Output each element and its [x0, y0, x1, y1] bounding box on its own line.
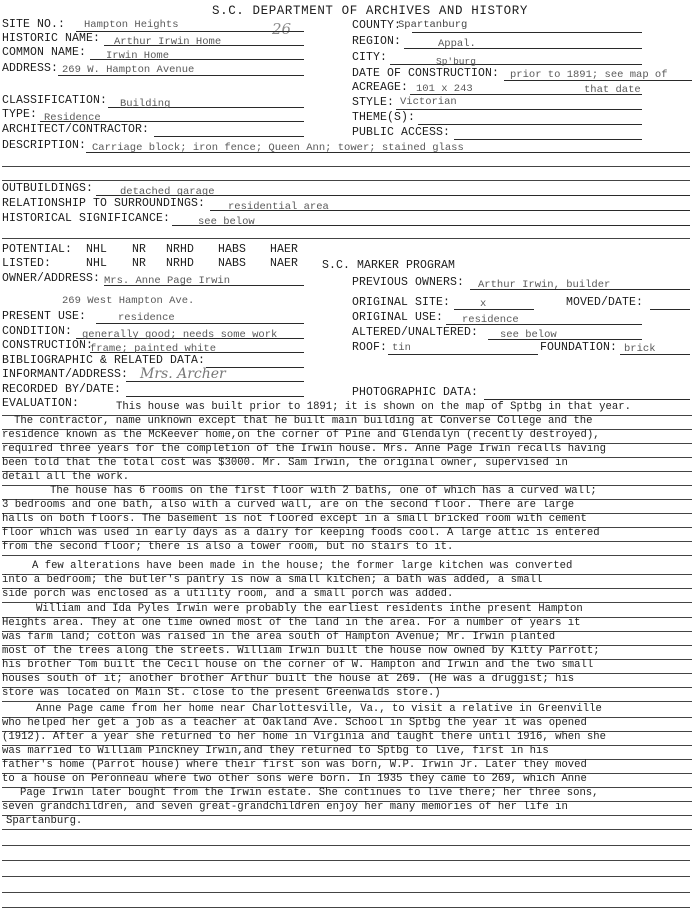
empty-rule [2, 907, 690, 908]
common-name-label: COMMON NAME: [2, 46, 87, 59]
public-access-label: PUBLIC ACCESS: [352, 126, 451, 139]
type-value: Residence [44, 112, 101, 124]
evaluation-line: residence known as the McKeever home,on the corner of Pine and Glendalyn (recently destroyed), [2, 429, 692, 444]
region-label: REGION: [352, 35, 402, 48]
present-use-value: residence [118, 312, 175, 324]
acreage-value: 101 x 243 [416, 83, 473, 95]
owner-address-label: OWNER/ADDRESS: [2, 272, 101, 285]
evaluation-line: been told that the total cost was $3000. Mr. Sam Irwin, the original owner, supervised in [2, 457, 692, 472]
evaluation-line: 3 bedrooms and one bath, also with a curved wall, are on the second floor. There are large [2, 499, 692, 514]
architect-label: ARCHITECT/CONTRACTOR: [2, 123, 150, 136]
present-use-label: PRESENT USE: [2, 310, 87, 323]
classification-label: CLASSIFICATION: [2, 94, 108, 107]
construction-value: frame; painted white [90, 343, 217, 355]
style-value: Victorian [400, 96, 457, 108]
classification-value: Building [120, 98, 171, 110]
listed-nrhd: NRHD [166, 257, 195, 270]
potential-label: POTENTIAL: [2, 243, 73, 256]
potential-haer: HAER [270, 243, 299, 256]
historical-significance-label: HISTORICAL SIGNIFICANCE: [2, 212, 171, 225]
address-value: 269 W. Hampton Avenue [62, 64, 195, 76]
type-label: TYPE: [2, 108, 38, 121]
evaluation-line: detail all the work. [2, 471, 692, 486]
owner-address-value-2: 269 West Hampton Ave. [62, 295, 195, 307]
empty-rule [2, 860, 690, 861]
evaluation-line: was married to William Pinckney Irwin,and they returned to Sptbg to live, first in his [2, 745, 692, 760]
date-of-construction-value: prior to 1891; see map of [510, 69, 668, 81]
style-label: STYLE: [352, 96, 395, 109]
evaluation-line: store was located on Main St. close to the present Greenwalds store.) [2, 687, 692, 702]
listed-nhl: NHL [86, 257, 108, 270]
site-no-value: Hampton Heights [84, 19, 179, 31]
relationship-label: RELATIONSHIP TO SURROUNDINGS: [2, 197, 206, 210]
recorded-by-label: RECORDED BY/DATE: [2, 383, 122, 396]
historic-name-value: Arthur Irwin Home [114, 36, 222, 48]
description-value: Carriage block; iron fence; Queen Ann; tower; stained glass [92, 142, 464, 154]
construction-label: CONSTRUCTION: [2, 339, 94, 352]
evaluation-line: father's home (Parrot house) where their first son was born, W.P. Irwin Jr. Later they moved [2, 759, 692, 774]
empty-rule [2, 876, 690, 877]
evaluation-line: Heights area. They at one time owned most of the land in the area. For a number of years it [2, 617, 692, 632]
historic-name-label: HISTORIC NAME: [2, 32, 101, 45]
condition-label: CONDITION: [2, 325, 73, 338]
evaluation-line: William and Ida Pyles Irwin were probably the earliest residents inthe present Hampton [2, 603, 692, 618]
previous-owners-label: PREVIOUS OWNERS: [352, 276, 465, 289]
previous-owners-value: Arthur Irwin, builder [478, 279, 611, 291]
potential-nrhd: NRHD [166, 243, 195, 256]
evaluation-line: most of the trees along the streets. William Irwin built the house now owned by Kitty Parrott; [2, 645, 692, 660]
marker-program-label: S.C. MARKER PROGRAM [322, 259, 456, 272]
evaluation-line: A few alterations have been made in the house; the former large kitchen was converted [2, 560, 692, 575]
evaluation-line: who helped her get a job as a teacher at Oakland Ave. School in Sptbg the year it was opened [2, 717, 692, 732]
evaluation-line: from the second floor; there is also a tower room, but no stairs to it. [2, 541, 692, 556]
photographic-label: PHOTOGRAPHIC DATA: [352, 386, 479, 399]
foundation-label: FOUNDATION: [540, 341, 618, 354]
altered-value: see below [500, 329, 557, 341]
empty-rule [2, 845, 690, 846]
evaluation-line: Page Irwin later bought from the Irwin estate. She continues to live there; her three sons, [2, 787, 692, 802]
description-label: DESCRIPTION: [2, 139, 87, 152]
evaluation-line: into a bedroom; the butler's pantry is now a small kitchen; a bath was added, a small [2, 574, 692, 589]
outbuildings-label: OUTBUILDINGS: [2, 182, 94, 195]
evaluation-line: Anne Page came from her home near Charlottesville, Va., to visit a relative in Greenville [2, 703, 692, 718]
bibliographic-label: BIBLIOGRAPHIC & RELATED DATA: [2, 354, 206, 367]
county-label: COUNTY: [352, 19, 402, 32]
region-value: Appal. [438, 38, 476, 50]
original-use-value: residence [462, 314, 519, 326]
potential-nr: NR [132, 243, 147, 256]
relationship-value: residential area [228, 201, 329, 213]
empty-rule [2, 892, 690, 893]
potential-habs: HABS [218, 243, 247, 256]
acreage-label: ACREAGE: [352, 81, 409, 94]
listed-nabs: NABS [218, 257, 247, 270]
original-site-value: x [480, 298, 487, 310]
moved-date-label: MOVED/DATE: [566, 296, 644, 309]
original-use-label: ORIGINAL USE: [352, 311, 444, 324]
site-no-label: SITE NO.: [2, 18, 66, 31]
evaluation-line: his brother Tom built the Cecil house on the corner of W. Hampton and Irwin and the two small [2, 659, 692, 674]
common-name-value: Irwin Home [106, 50, 170, 62]
city-label: CITY: [352, 51, 388, 64]
evaluation-line: houses south of it; another brother Arthur built the house at 269. (He was a druggist; his [2, 673, 692, 688]
outbuildings-value: detached garage [120, 186, 215, 198]
form-title: S.C. DEPARTMENT OF ARCHIVES AND HISTORY [212, 4, 528, 18]
evaluation-line: was farm land; cotton was raised in the area south of Hampton Avenue; Mr. Irwin planted [2, 631, 692, 646]
historical-significance-value: see below [198, 216, 255, 228]
evaluation-line: Spartanburg. [2, 815, 692, 830]
evaluation-line: floor which was used in early days as a dairy for keeping foods cool. A large attic is entered [2, 527, 692, 542]
evaluation-line: The house has 6 rooms on the first floor with 2 baths, one of which has a curved wall; [2, 485, 692, 500]
listed-naer: NAER [270, 257, 299, 270]
date-of-construction-value-2: that date [584, 84, 641, 96]
evaluation-label: EVALUATION: [2, 397, 80, 410]
evaluation-line: halls on both floors. The basement is not floored except in a small bricked room with cement [2, 513, 692, 528]
handwritten-site-number: 26 [272, 20, 292, 38]
altered-label: ALTERED/UNALTERED: [352, 326, 479, 339]
informant-value: Mrs. Archer [140, 366, 226, 382]
date-of-construction-label: DATE OF CONSTRUCTION: [352, 67, 500, 80]
evaluation-line: required three years for the completion of the Irwin house. Mrs. Anne Page Irwin recalls having [2, 443, 692, 458]
condition-value: generally good; needs some work [82, 329, 278, 341]
address-label: ADDRESS: [2, 62, 59, 75]
informant-label: INFORMANT/ADDRESS: [2, 368, 129, 381]
county-value: Spartanburg [398, 19, 468, 31]
evaluation-line: seven grandchildren, and seven great-grandchildren enjoy her many memories of her life in [2, 801, 692, 816]
listed-label: LISTED: [2, 257, 52, 270]
themes-label: THEME(S): [352, 111, 416, 124]
evaluation-line: This house was built prior to 1891; it is shown on the map of Sptbg in that year. [2, 401, 692, 416]
potential-nhl: NHL [86, 243, 108, 256]
evaluation-line: (1912). After a year she returned to her home in Virginia and taught there until 1916, when she [2, 731, 692, 746]
owner-address-value: Mrs. Anne Page Irwin [104, 275, 231, 287]
roof-label: ROOF: [352, 341, 388, 354]
original-site-label: ORIGINAL SITE: [352, 296, 451, 309]
evaluation-line: to a house on Peronneau where two other sons were born. In 1935 they came to 269, which Anne [2, 773, 692, 788]
roof-value: tin [392, 342, 411, 354]
city-value: Sp'burg [436, 56, 476, 67]
evaluation-line: The contractor, name unknown except that he built main building at Converse College and the [2, 415, 692, 430]
foundation-value: brick [624, 343, 656, 355]
listed-nr: NR [132, 257, 147, 270]
evaluation-line: side porch was enclosed as a utility room, and a small porch was added. [2, 588, 692, 603]
